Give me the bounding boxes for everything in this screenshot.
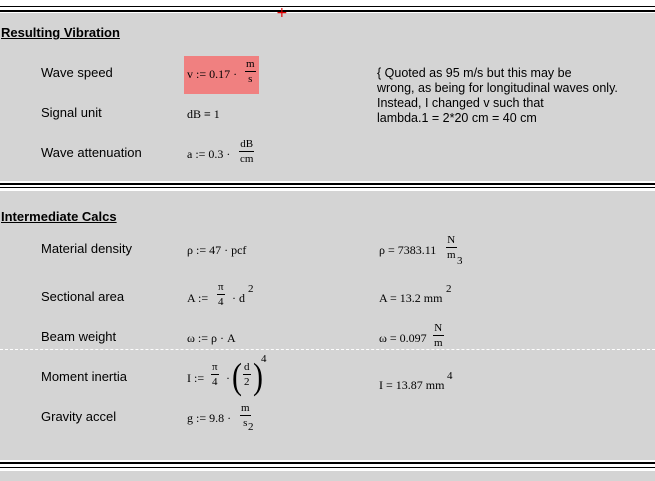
w-unit-num: N <box>434 322 443 334</box>
I-def-dot: · <box>226 371 230 385</box>
A-def-num: π <box>218 281 224 293</box>
label-wave-attenuation: Wave attenuation <box>41 145 142 160</box>
v-unit-den: s <box>248 73 253 85</box>
note-line-3: Instead, I changed v such that <box>377 96 544 110</box>
rho-definition[interactable]: ρ := 47 · pcf <box>187 243 247 257</box>
label-signal-unit: Signal unit <box>41 105 102 120</box>
mid-rule-1 <box>0 183 655 185</box>
fraction-bar <box>217 294 225 295</box>
I-result-exp: 4 <box>447 370 453 382</box>
fraction-bar <box>239 151 254 152</box>
rho-result-unit <box>446 234 457 261</box>
w-result[interactable]: ω = 0.097 <box>379 331 427 345</box>
note-line-1: { Quoted as 95 m/s but this may be <box>377 66 572 80</box>
page-break-line <box>0 349 655 350</box>
A-def-fraction <box>217 281 225 308</box>
label-moment-inertia: Moment inertia <box>41 369 127 384</box>
top-rule-2 <box>0 10 655 12</box>
rho-unit-num: N <box>447 234 456 246</box>
A-def-rhs: · d <box>232 291 245 305</box>
w-unit-den: m <box>434 337 443 349</box>
bottom-rule-1 <box>0 462 655 464</box>
label-beam-weight: Beam weight <box>41 329 117 344</box>
fraction-bar <box>243 374 251 375</box>
I-def-fraction <box>211 361 219 388</box>
fraction-bar <box>240 415 251 416</box>
a-definition[interactable]: a := 0.3 · <box>187 147 231 161</box>
A-result-exp: 2 <box>446 283 452 295</box>
w-definition[interactable]: ω := ρ · A <box>187 331 236 345</box>
I-inner-num: d <box>244 361 250 373</box>
rho-unit-den: m <box>447 249 456 261</box>
rho-unit-exp: 3 <box>457 255 463 267</box>
top-rule-1 <box>0 6 655 7</box>
I-result[interactable]: I = 13.87 mm <box>379 378 445 392</box>
I-def-lhs[interactable]: I := <box>187 371 205 385</box>
A-def-exp: 2 <box>248 283 254 295</box>
note-line-2: wrong, as being for longitudinal waves only. <box>377 81 618 95</box>
v-unit-fraction <box>245 58 256 85</box>
a-unit-den: cm <box>240 153 254 165</box>
a-unit-num: dB <box>240 138 254 150</box>
db-definition[interactable]: dB ≡ 1 <box>187 107 220 121</box>
g-unit-num: m <box>241 402 250 414</box>
label-gravity-accel: Gravity accel <box>41 409 117 424</box>
A-def-den: 4 <box>218 296 224 308</box>
fraction-bar <box>446 247 457 248</box>
w-result-unit <box>433 322 444 349</box>
note-line-4: lambda.1 = 2*20 cm = 40 cm <box>377 111 537 125</box>
I-inner-fraction <box>243 361 251 388</box>
mid-rule-2 <box>0 187 655 188</box>
fraction-bar <box>211 374 219 375</box>
I-def-num: π <box>212 361 218 373</box>
note-text <box>377 66 639 126</box>
crosshair-marker: + <box>276 5 288 21</box>
label-wave-speed: Wave speed <box>41 65 113 80</box>
g-definition[interactable]: g := 9.8 · <box>187 411 232 425</box>
fraction-bar <box>433 335 444 336</box>
fraction-bar <box>245 71 256 72</box>
A-result[interactable]: A = 13.2 mm <box>379 291 443 305</box>
label-sectional-area: Sectional area <box>41 289 125 304</box>
label-material-density: Material density <box>41 241 133 256</box>
g-unit-den-exp: 2 <box>248 421 254 433</box>
right-paren: ) <box>253 355 263 397</box>
bottom-rule-2 <box>0 467 655 468</box>
section-title-resulting: Resulting Vibration <box>1 25 120 40</box>
v-unit-num: m <box>246 58 255 70</box>
a-unit-fraction <box>239 138 254 165</box>
I-def-den: 4 <box>212 376 218 388</box>
g-unit-den: s <box>243 417 248 429</box>
section-title-intermediate: Intermediate Calcs <box>1 209 117 224</box>
left-paren: ( <box>232 355 242 397</box>
v-definition[interactable]: v := 0.17 · <box>187 67 238 81</box>
rho-result[interactable]: ρ = 7383.11 <box>379 243 437 257</box>
A-def-lhs[interactable]: A := <box>187 291 209 305</box>
I-def-exp: 4 <box>261 353 267 365</box>
I-inner-den: 2 <box>244 376 250 388</box>
